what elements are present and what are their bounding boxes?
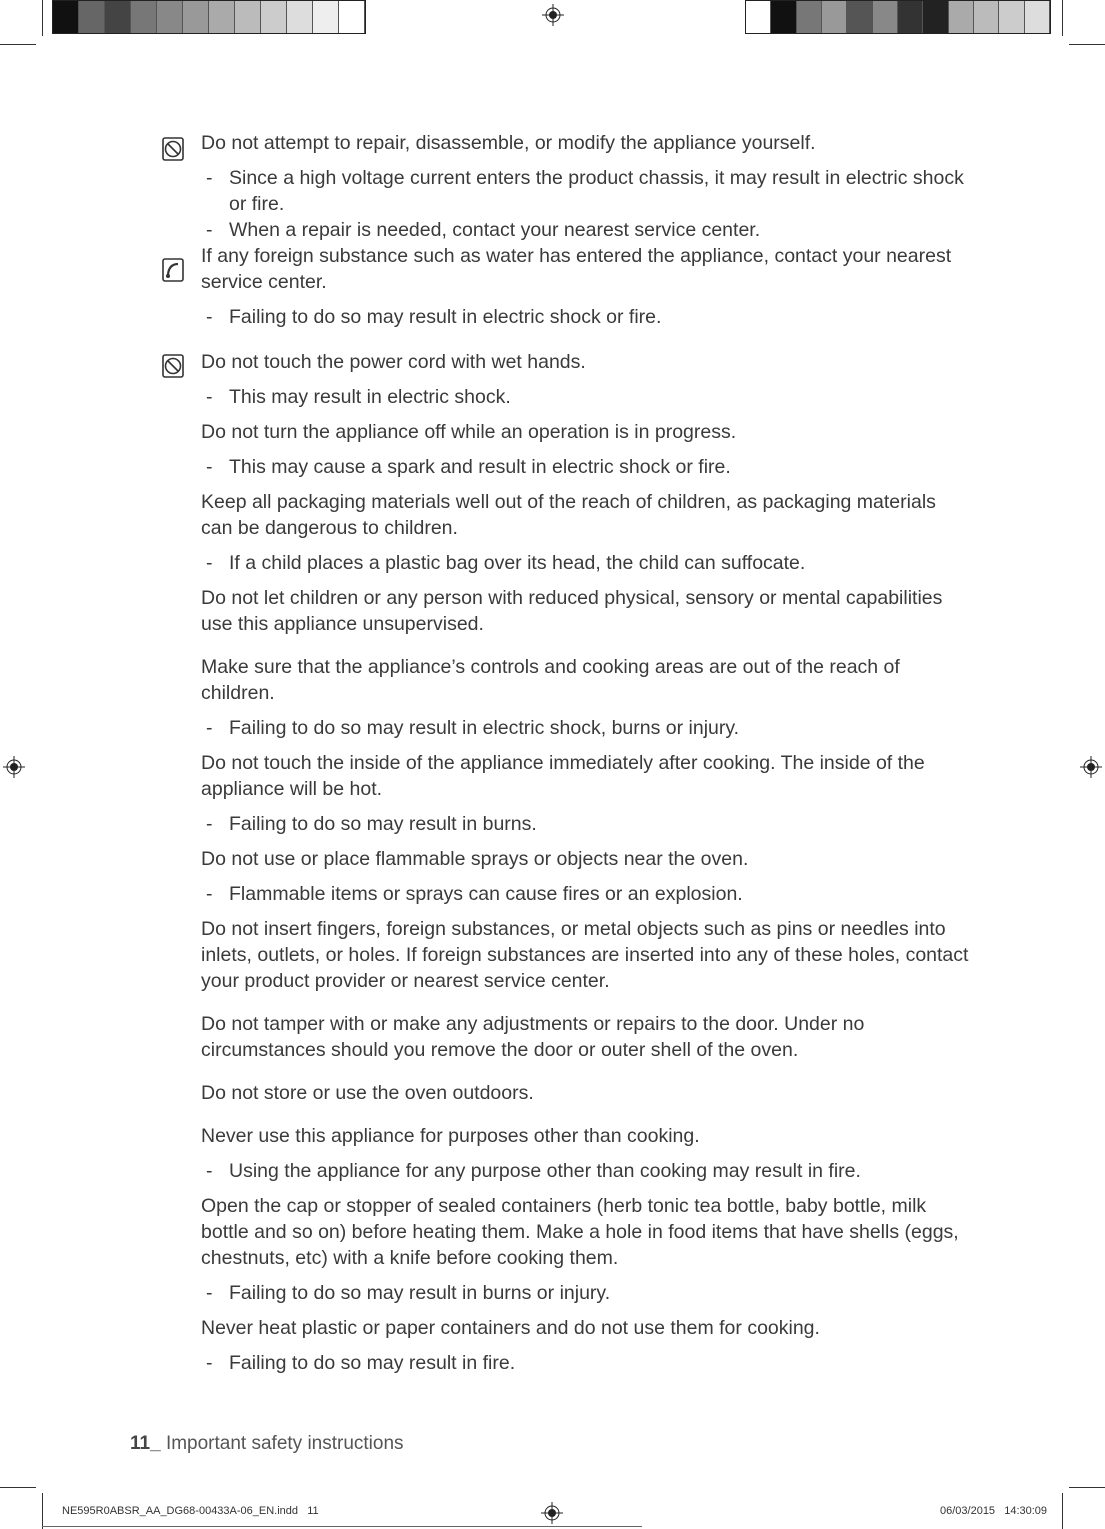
registration-mark-icon <box>3 756 25 778</box>
instruction-item: Do not insert fingers, foreign substances, or metal objects such as pins or needles into inlets, outlets, or holes. If foreign substances are inserted into any of these holes, contact your product provider or nearest service center. <box>201 918 969 992</box>
registration-mark-icon <box>1080 756 1102 778</box>
contact-service-icon <box>162 258 184 282</box>
instruction-item: Do not use or place flammable sprays or objects near the oven. <box>201 848 749 870</box>
instruction-item: Do not store or use the oven outdoors. <box>201 1082 534 1104</box>
instruction-subitem: - Failing to do so may result in electric shock, burns or injury. <box>201 715 971 741</box>
crop-mark <box>1069 1487 1105 1488</box>
file-slug: NE595R0ABSR_AA_DG68-00433A-06_EN.indd 11 <box>62 1505 319 1517</box>
instruction-subitem: - If a child places a plastic bag over its head, the child can suffocate. <box>201 550 971 576</box>
instruction-subitem: - Failing to do so may result in burns. <box>201 811 971 837</box>
page-number: 11_ <box>130 1433 161 1454</box>
crop-mark <box>0 44 36 45</box>
instruction-item: Open the cap or stopper of sealed containers (herb tonic tea bottle, baby bottle, milk bottle and so on) before heating them. Make a hole in food items that have shells (eggs, chestnuts, etc) with a knife before cooking them. <box>201 1195 959 1269</box>
prohibition-icon <box>162 137 184 161</box>
instruction-subitem: - Failing to do so may result in fire. <box>201 1350 971 1376</box>
crop-mark <box>1062 0 1063 36</box>
instruction-item: Do not turn the appliance off while an operation is in progress. <box>201 421 737 443</box>
crop-mark <box>42 0 43 36</box>
instruction-item: Never heat plastic or paper containers and do not use them for cooking. <box>201 1317 820 1339</box>
instruction-subitem: - Since a high voltage current enters the product chassis, it may result in electric shock or fire. <box>201 165 971 217</box>
crop-mark <box>42 1493 43 1529</box>
instruction-subitem: - Failing to do so may result in burns or injury. <box>201 1280 971 1306</box>
crop-mark <box>1062 1493 1063 1529</box>
crop-mark <box>0 1487 36 1488</box>
color-bar-right <box>745 0 1051 34</box>
instruction-subitem: - This may cause a spark and result in electric shock or fire. <box>201 454 971 480</box>
instruction-item: Do not touch the power cord with wet hands. <box>201 351 586 373</box>
instruction-subitem: - This may result in electric shock. <box>201 384 971 410</box>
section-title: Important safety instructions <box>165 1433 404 1454</box>
print-timestamp: 06/03/2015 14:30:09 <box>940 1505 1048 1517</box>
instruction-subitem: - When a repair is needed, contact your nearest service center. <box>201 217 971 243</box>
instruction-item: Do not let children or any person with reduced physical, sensory or mental capabilities use this appliance unsupervised. <box>201 587 943 635</box>
safety-instructions <box>201 130 971 1376</box>
instruction-subitem: - Using the appliance for any purpose other than cooking may result in fire. <box>201 1158 971 1184</box>
slug-rule <box>42 1526 642 1527</box>
crop-mark <box>1069 44 1105 45</box>
instruction-item: Do not attempt to repair, disassemble, or modify the appliance yourself. <box>201 132 816 154</box>
instruction-item: If any foreign substance such as water has entered the appliance, contact your nearest service center. <box>201 245 952 293</box>
instruction-item: Do not tamper with or make any adjustments or repairs to the door. Under no circumstances should you remove the door or outer shell of the oven. <box>201 1013 865 1061</box>
no-wet-hands-icon <box>162 354 184 378</box>
registration-mark-icon <box>542 4 564 26</box>
color-bar-left <box>52 0 366 34</box>
instruction-subitem: - Failing to do so may result in electric shock or fire. <box>201 304 971 330</box>
registration-mark-icon <box>541 1502 563 1524</box>
instruction-item: Keep all packaging materials well out of the reach of children, as packaging materials can be dangerous to children. <box>201 491 936 539</box>
page-footer <box>130 1433 404 1455</box>
instruction-item: Never use this appliance for purposes other than cooking. <box>201 1125 700 1147</box>
instruction-item: Do not touch the inside of the appliance immediately after cooking. The inside of the appliance will be hot. <box>201 752 925 800</box>
instruction-item: Make sure that the appliance’s controls and cooking areas are out of the reach of children. <box>201 656 900 704</box>
instruction-subitem: - Flammable items or sprays can cause fires or an explosion. <box>201 881 971 907</box>
